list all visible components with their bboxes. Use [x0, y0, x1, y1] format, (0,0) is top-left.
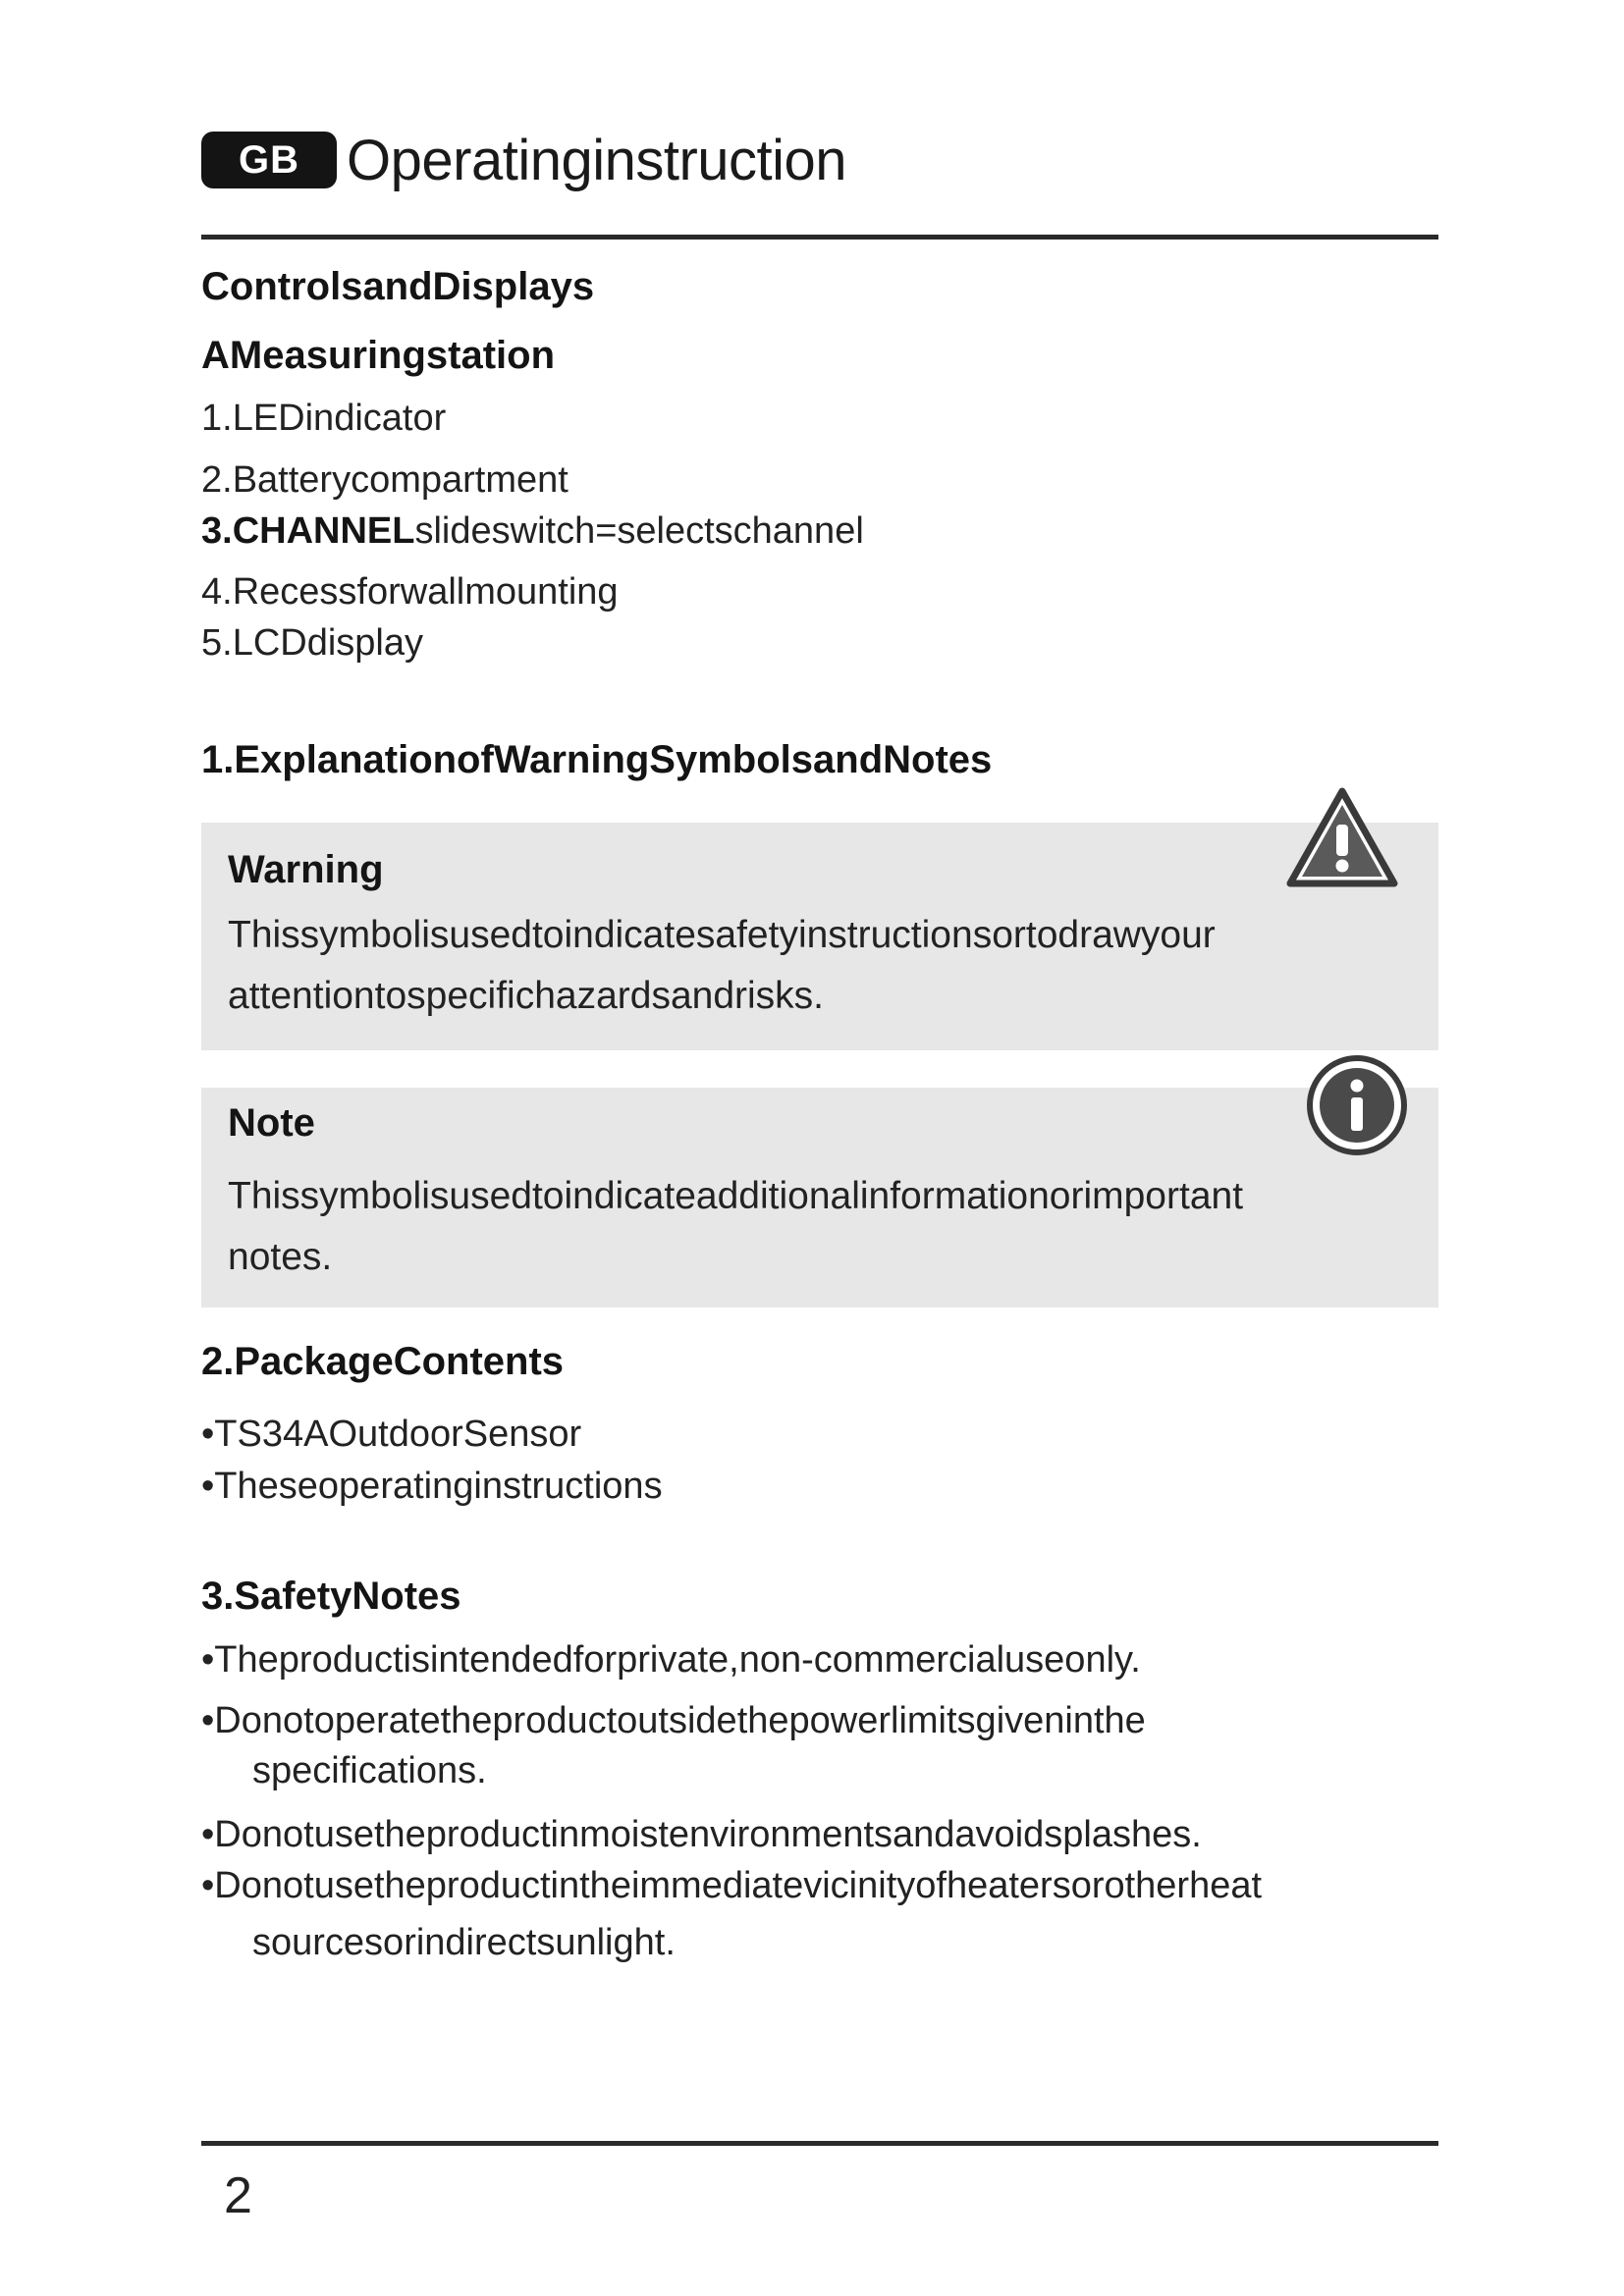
page-title: Operatinginstruction: [347, 128, 847, 192]
list-item: •Theproductisintendedforprivate,non-commercialuseonly.: [201, 1639, 1141, 1681]
warning-triangle-icon: [1284, 785, 1400, 891]
warning-title: Warning: [228, 848, 384, 891]
measuring-station-heading: AMeasuringstation: [201, 334, 556, 377]
info-circle-icon: [1306, 1054, 1408, 1156]
channel-label: 3.CHANNEL: [201, 510, 415, 552]
language-badge: GB: [201, 132, 337, 188]
warning-text-line: attentiontospecifichazardsandrisks.: [228, 975, 824, 1017]
list-item-continuation: sourcesorindirectsunlight.: [252, 1922, 676, 1963]
section-1-heading: 1.ExplanationofWarningSymbolsandNotes: [201, 738, 993, 781]
list-item: 1.LEDindicator: [201, 398, 447, 439]
list-item: 4.Recessforwallmounting: [201, 571, 619, 613]
list-item: •Donotoperatetheproductoutsidethepowerlimitsgiveninthe: [201, 1700, 1146, 1741]
section-3-heading: 3.SafetyNotes: [201, 1575, 461, 1618]
controls-heading: ControlsandDisplays: [201, 265, 595, 308]
list-item: •Theseoperatinginstructions: [201, 1466, 663, 1507]
list-item: •Donotusetheproductintheimmediatevicinityofheatersorotherheat: [201, 1865, 1263, 1906]
note-text: [228, 1166, 1243, 1288]
warning-text: [228, 905, 1216, 1027]
list-item: •Donotusetheproductinmoistenvironmentsandavoidsplashes.: [201, 1814, 1202, 1855]
note-text-line: Thissymbolisusedtoindicateadditionalinformationorimportant: [228, 1175, 1244, 1217]
list-item: 5.LCDdisplay: [201, 622, 423, 664]
channel-description: slideswitch=selectschannel: [414, 510, 864, 552]
header-divider: [201, 235, 1438, 240]
section-2-heading: 2.PackageContents: [201, 1340, 565, 1383]
footer-divider: [201, 2141, 1438, 2146]
list-item-continuation: specifications.: [252, 1750, 487, 1791]
page-header: [201, 126, 846, 194]
list-item-channel: [201, 510, 864, 553]
note-text-line: notes.: [228, 1236, 333, 1278]
warning-box: [201, 823, 1438, 1050]
list-item: 2.Batterycompartment: [201, 459, 568, 501]
list-item: •TS34AOutdoorSensor: [201, 1414, 582, 1455]
warning-text-line: Thissymbolisusedtoindicatesafetyinstructionsortodrawyour: [228, 914, 1216, 956]
page-number: 2: [224, 2167, 252, 2224]
note-title: Note: [228, 1101, 315, 1145]
note-box: [201, 1088, 1438, 1308]
